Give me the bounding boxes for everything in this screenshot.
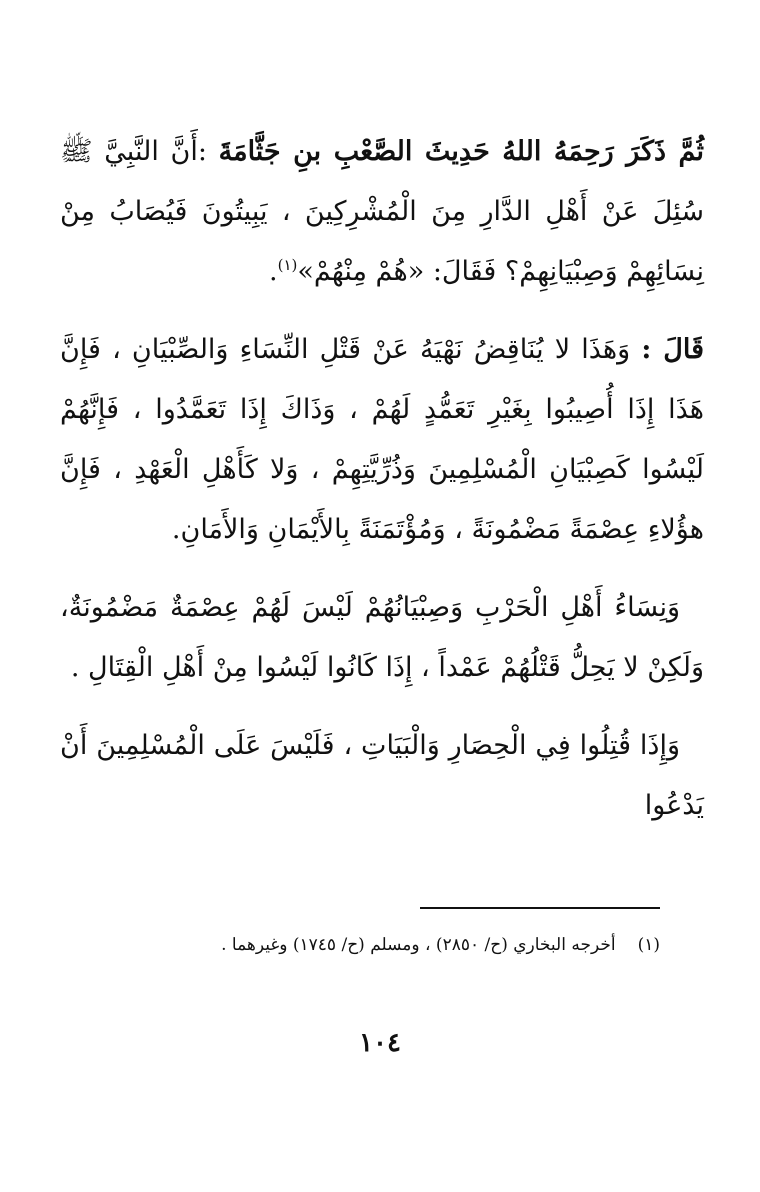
paragraph-3-text: وَنِسَاءُ أَهْلِ الْحَرْبِ وَصِبْيَانُهُمْ لَيْسَ لَهُمْ عِصْمَةٌ مَضْمُونَةٌ، وَلَكِنْ لا يَحِلُّ قَتْلُهُمْ عَمْداً ، إِذَا كَانُوا لَيْسُوا مِنْ أَهْلِ الْقِتَالِ . [60, 592, 704, 683]
paragraph-4-text: وَإِذَا قُتِلُوا فِي الْحِصَارِ وَالْبَيَاتِ ، فَلَيْسَ عَلَى الْمُسْلِمِينَ أَنْ يَدْعُوا [60, 730, 704, 821]
footnote-reference[interactable]: (١) [277, 256, 298, 274]
paragraph-2-lead: قَالَ : [641, 334, 704, 365]
paragraph-1-text: :أَنَّ النَّبِيَّ ﷺ سُئِلَ عَنْ أَهْلِ الدَّارِ مِنَ الْمُشْرِكِينَ ، يَبِيتُونَ فَيُصَابُ مِنْ نِسَائِهِمْ وَصِبْيَانِهِمْ؟ فَقَالَ: «هُمْ مِنْهُمْ» [60, 136, 704, 287]
footnote-divider [420, 907, 660, 909]
footnote-text: أخرجه البخاري (ح/ ٢٨٥٠) ، ومسلم (ح/ ١٧٤٥) وغيرهما . [221, 935, 616, 955]
footnote [60, 930, 660, 960]
page-number: ١٠٤ [359, 1028, 401, 1058]
main-text [60, 122, 704, 854]
paragraph-1-tail: . [269, 256, 278, 287]
footnote-number: (١) [637, 935, 660, 955]
paragraph-2-text: وَهَذَا لا يُنَاقِضُ نَهْيَهُ عَنْ قَتْلِ النِّسَاءِ وَالصِّبْيَانِ ، فَإِنَّ هَذَا إِذَا أُصِيبُوا بِغَيْرِ تَعَمُّدٍ لَهُمْ ، وَذَاكَ إِذَا تَعَمَّدُوا ، فَإِنَّهُمْ لَيْسُوا كَصِبْيَانِ الْمُسْلِمِينَ وَذُرِّيَّتِهِمْ ، وَلا كَأَهْلِ الْعَهْدِ ، فَإِنَّ هؤُلاءِ عِصْمَةً مَضْمُونَةً ، وَمُؤْتَمَنَةً بِالأَيْمَانِ وَالأَمَانِ. [60, 334, 704, 545]
paragraph-2 [60, 320, 704, 560]
paragraph-4 [60, 716, 704, 836]
paragraph-3 [60, 578, 704, 698]
paragraph-1-lead: ثُمَّ ذَكَرَ رَحِمَهُ اللهُ حَدِيثَ الصَّعْبِ بنِ جَثَّامَةَ [218, 136, 704, 167]
paragraph-1 [60, 122, 704, 302]
